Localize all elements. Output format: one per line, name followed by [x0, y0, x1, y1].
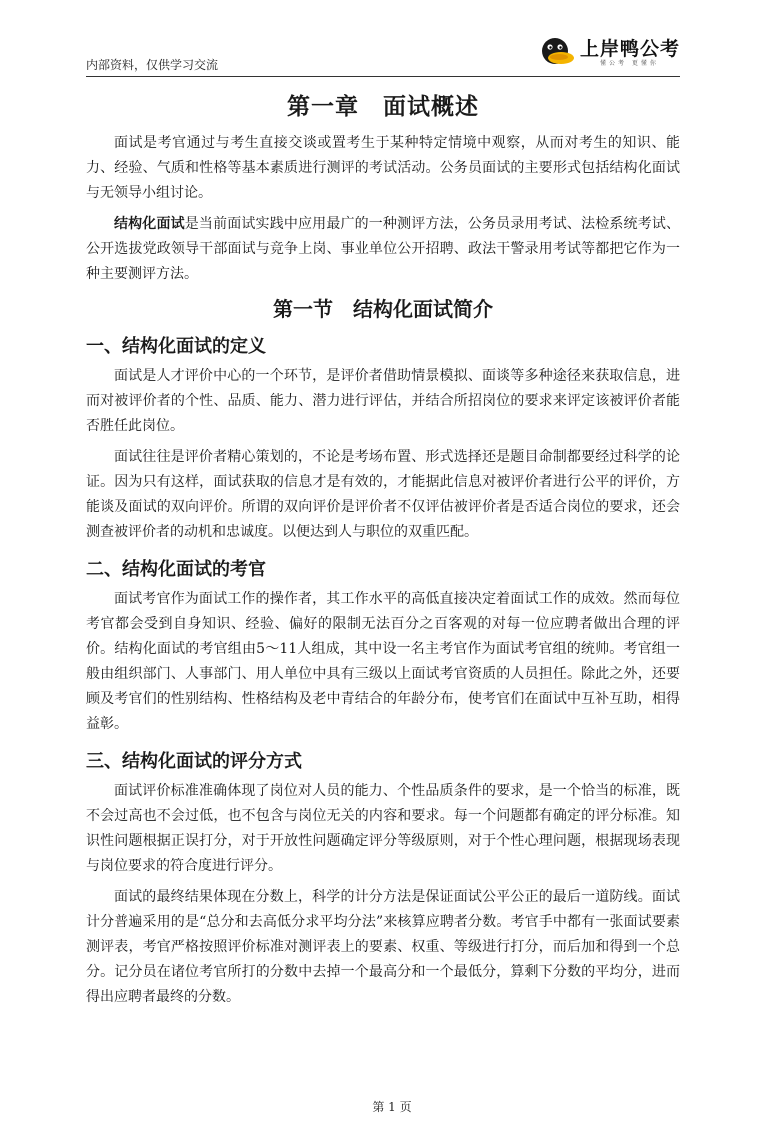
section-title: 第一节 结构化面试简介: [273, 297, 493, 321]
paragraph: 面试评价标准准确体现了岗位对人员的能力、个性品质条件的要求，是一个恰当的标准，既不会过高也不会过低，也不包含与岗位无关的内容和要求。每一个问题都有确定的评分标准。知识性问题根据正误打分，对于开放性问题确定评分等级原则，对于个性心理问题，根据现场表现与岗位要求的符合度进行评分。: [86, 783, 680, 874]
paragraph-text: 是当前面试实践中应用最广的一种测评方法，公务员录用考试、法检系统考试、公开选拔党政领导干部面试与竞争上岗、事业单位公开招聘、政法干警录用考试等都把它作为一种主要测评方法。: [86, 216, 681, 282]
paragraph: 面试的最终结果体现在分数上，科学的计分方法是保证面试公平公正的最后一道防线。面试计分普遍采用的是“总分和去高低分求平均分法”来核算应聘者分数。考官手中都有一张面试要素测评表，考官严格按照评价标准对测评表上的要素、权重、等级进行打分，而后加和得到一个总分。记分员在诸位考官所打的分数中去掉一个最高分和一个最低分，算剩下分数的平均分，进而得出应聘者最终的分数。: [86, 889, 680, 1005]
bold-term: 结构化面试: [114, 216, 185, 232]
chapter-title: 第一章 面试概述: [287, 94, 479, 120]
sub-heading: 一、结构化面试的定义: [86, 336, 266, 357]
logo-slogan: 懂公考 更懂你: [600, 60, 659, 67]
document-body: [86, 84, 680, 1016]
duck-icon: [538, 34, 578, 68]
paragraph: 面试考官作为面试工作的操作者，其工作水平的高低直接决定着面试工作的成效。然而每位考官都会受到自身知识、经验、偏好的限制无法百分之百客观的对每一位应聘者做出合理的评价。结构化面试的考官组由5～11人组成，其中设一名主考官作为面试考官组的统帅。考官组一般由组织部门、人事部门、用人单位中具有三级以上面试考官资质的人员担任。除此之外，还要顾及考官们的性别结构、性格结构及老中青结合的年龄分布，使考官们在面试中互补互助，相得益彰。: [86, 591, 680, 732]
header-note: 内部资料，仅供学习交流: [86, 58, 219, 72]
sub-heading: 三、结构化面试的评分方式: [86, 751, 302, 772]
brand-logo: [538, 34, 681, 70]
paragraph: 面试是考官通过与考生直接交谈或置考生于某种特定情境中观察，从而对考生的知识、能力、经验、气质和性格等基本素质进行测评的考试活动。公务员面试的主要形式包括结构化面试与无领导小组讨论。: [86, 135, 680, 201]
paragraph: [86, 212, 680, 287]
sub-heading: 二、结构化面试的考官: [86, 559, 266, 580]
paragraph: 面试往往是评价者精心策划的，不论是考场布置、形式选择还是题目命制都要经过科学的论证。因为只有这样，面试获取的信息才是有效的，才能据此信息对被评价者进行公平的评价，方能谈及面试的双向评价。所谓的双向评价是评价者不仅评估被评价者是否适合岗位的要求，还会测查被评价者的动机和忠诚度。以便达到人与职位的双重匹配。: [86, 449, 680, 540]
paragraph: 面试是人才评价中心的一个环节，是评价者借助情景模拟、面谈等多种途径来获取信息，进而对被评价者的个性、品质、能力、潜力进行评估，并结合所招岗位的要求来评定该被评价者能否胜任此岗位。: [86, 368, 680, 434]
logo-text: 上岸鸭公考: [580, 38, 681, 60]
page-header: [86, 28, 680, 77]
page-number: 第 1 页: [372, 1100, 412, 1114]
